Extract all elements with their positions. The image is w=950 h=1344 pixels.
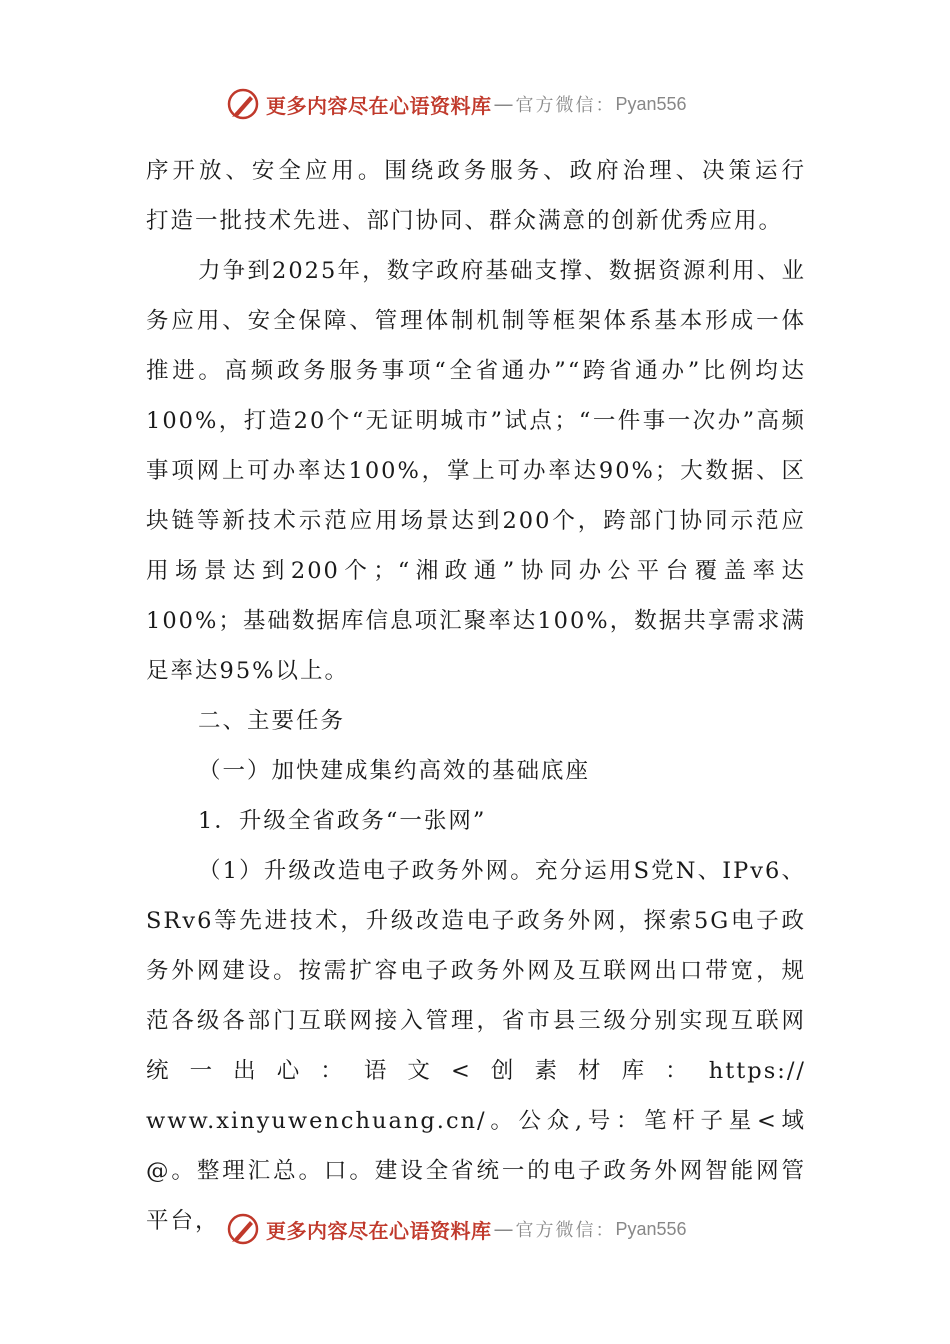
brand-text: 更多内容尽在心语资料库 (266, 93, 492, 118)
item-heading: 1．升级全省政务“一张网” (198, 808, 487, 834)
paragraph-continued-line-1: 序开放、安全应用。围绕政务服务、政府治理、决策运行 (146, 158, 806, 184)
brand-separator: — (493, 1217, 514, 1241)
subsection-heading: （一）加快建成集约高效的基础底座 (198, 758, 591, 784)
paragraph-network-upgrade-tail: www.xinyuwenchuang.cn/。公众,号：笔杆子星<域@。整理汇总。口。建设全省统一的电子政务外网智能网管平台， (146, 1108, 806, 1234)
wechat-label: 官方微信： (515, 1220, 616, 1241)
wechat-id: Pyan556 (615, 1218, 687, 1239)
paragraph-network-upgrade: （1）升级改造电子政务外网。充分运用S党N、IPv6、SRv6等先进技术，升级改造电子政务外网，探索5G电子政务外网建设。按需扩容电子政务外网及互联网出口带宽，规范各级各部门互联网接入管理，省市县三级分别实现互联网统一出心：语文<创素材库：https:// (146, 858, 806, 1084)
paragraph-continued-line-2: 打造一批技术先进、部门协同、群众满意的创新优秀应用。 (146, 208, 784, 234)
paragraph-goals-2025: 力争到2025年，数字政府基础支撑、数据资源利用、业务应用、安全保障、管理体制机制等框架体系基本形成一体推进。高频政务服务事项“全省通办”“跨省通办”比例均达100%，打造20个“无证明城市”试点；“一件事一次办”高频事项网上可办率达100%，掌上可办率达90%；大数据、区块链等新技术示范应用场景达到200个，跨部门协同示范应用场景达到200个；“湘政通”协同办公平台覆盖率达100%；基础数据库信息项汇聚率达100%，数据共享需求满足率达95%以上。 (146, 258, 806, 684)
section-heading-main-tasks: 二、主要任务 (198, 708, 346, 734)
document-body (146, 146, 806, 1246)
wechat-label: 官方微信： (515, 95, 616, 116)
pen-logo-icon (226, 1212, 260, 1246)
header-watermark-banner (226, 84, 687, 124)
wechat-id: Pyan556 (615, 93, 687, 114)
footer-watermark-banner (226, 1209, 687, 1249)
pen-logo-icon (226, 87, 260, 121)
brand-separator: — (493, 92, 514, 116)
brand-text: 更多内容尽在心语资料库 (266, 1218, 492, 1243)
